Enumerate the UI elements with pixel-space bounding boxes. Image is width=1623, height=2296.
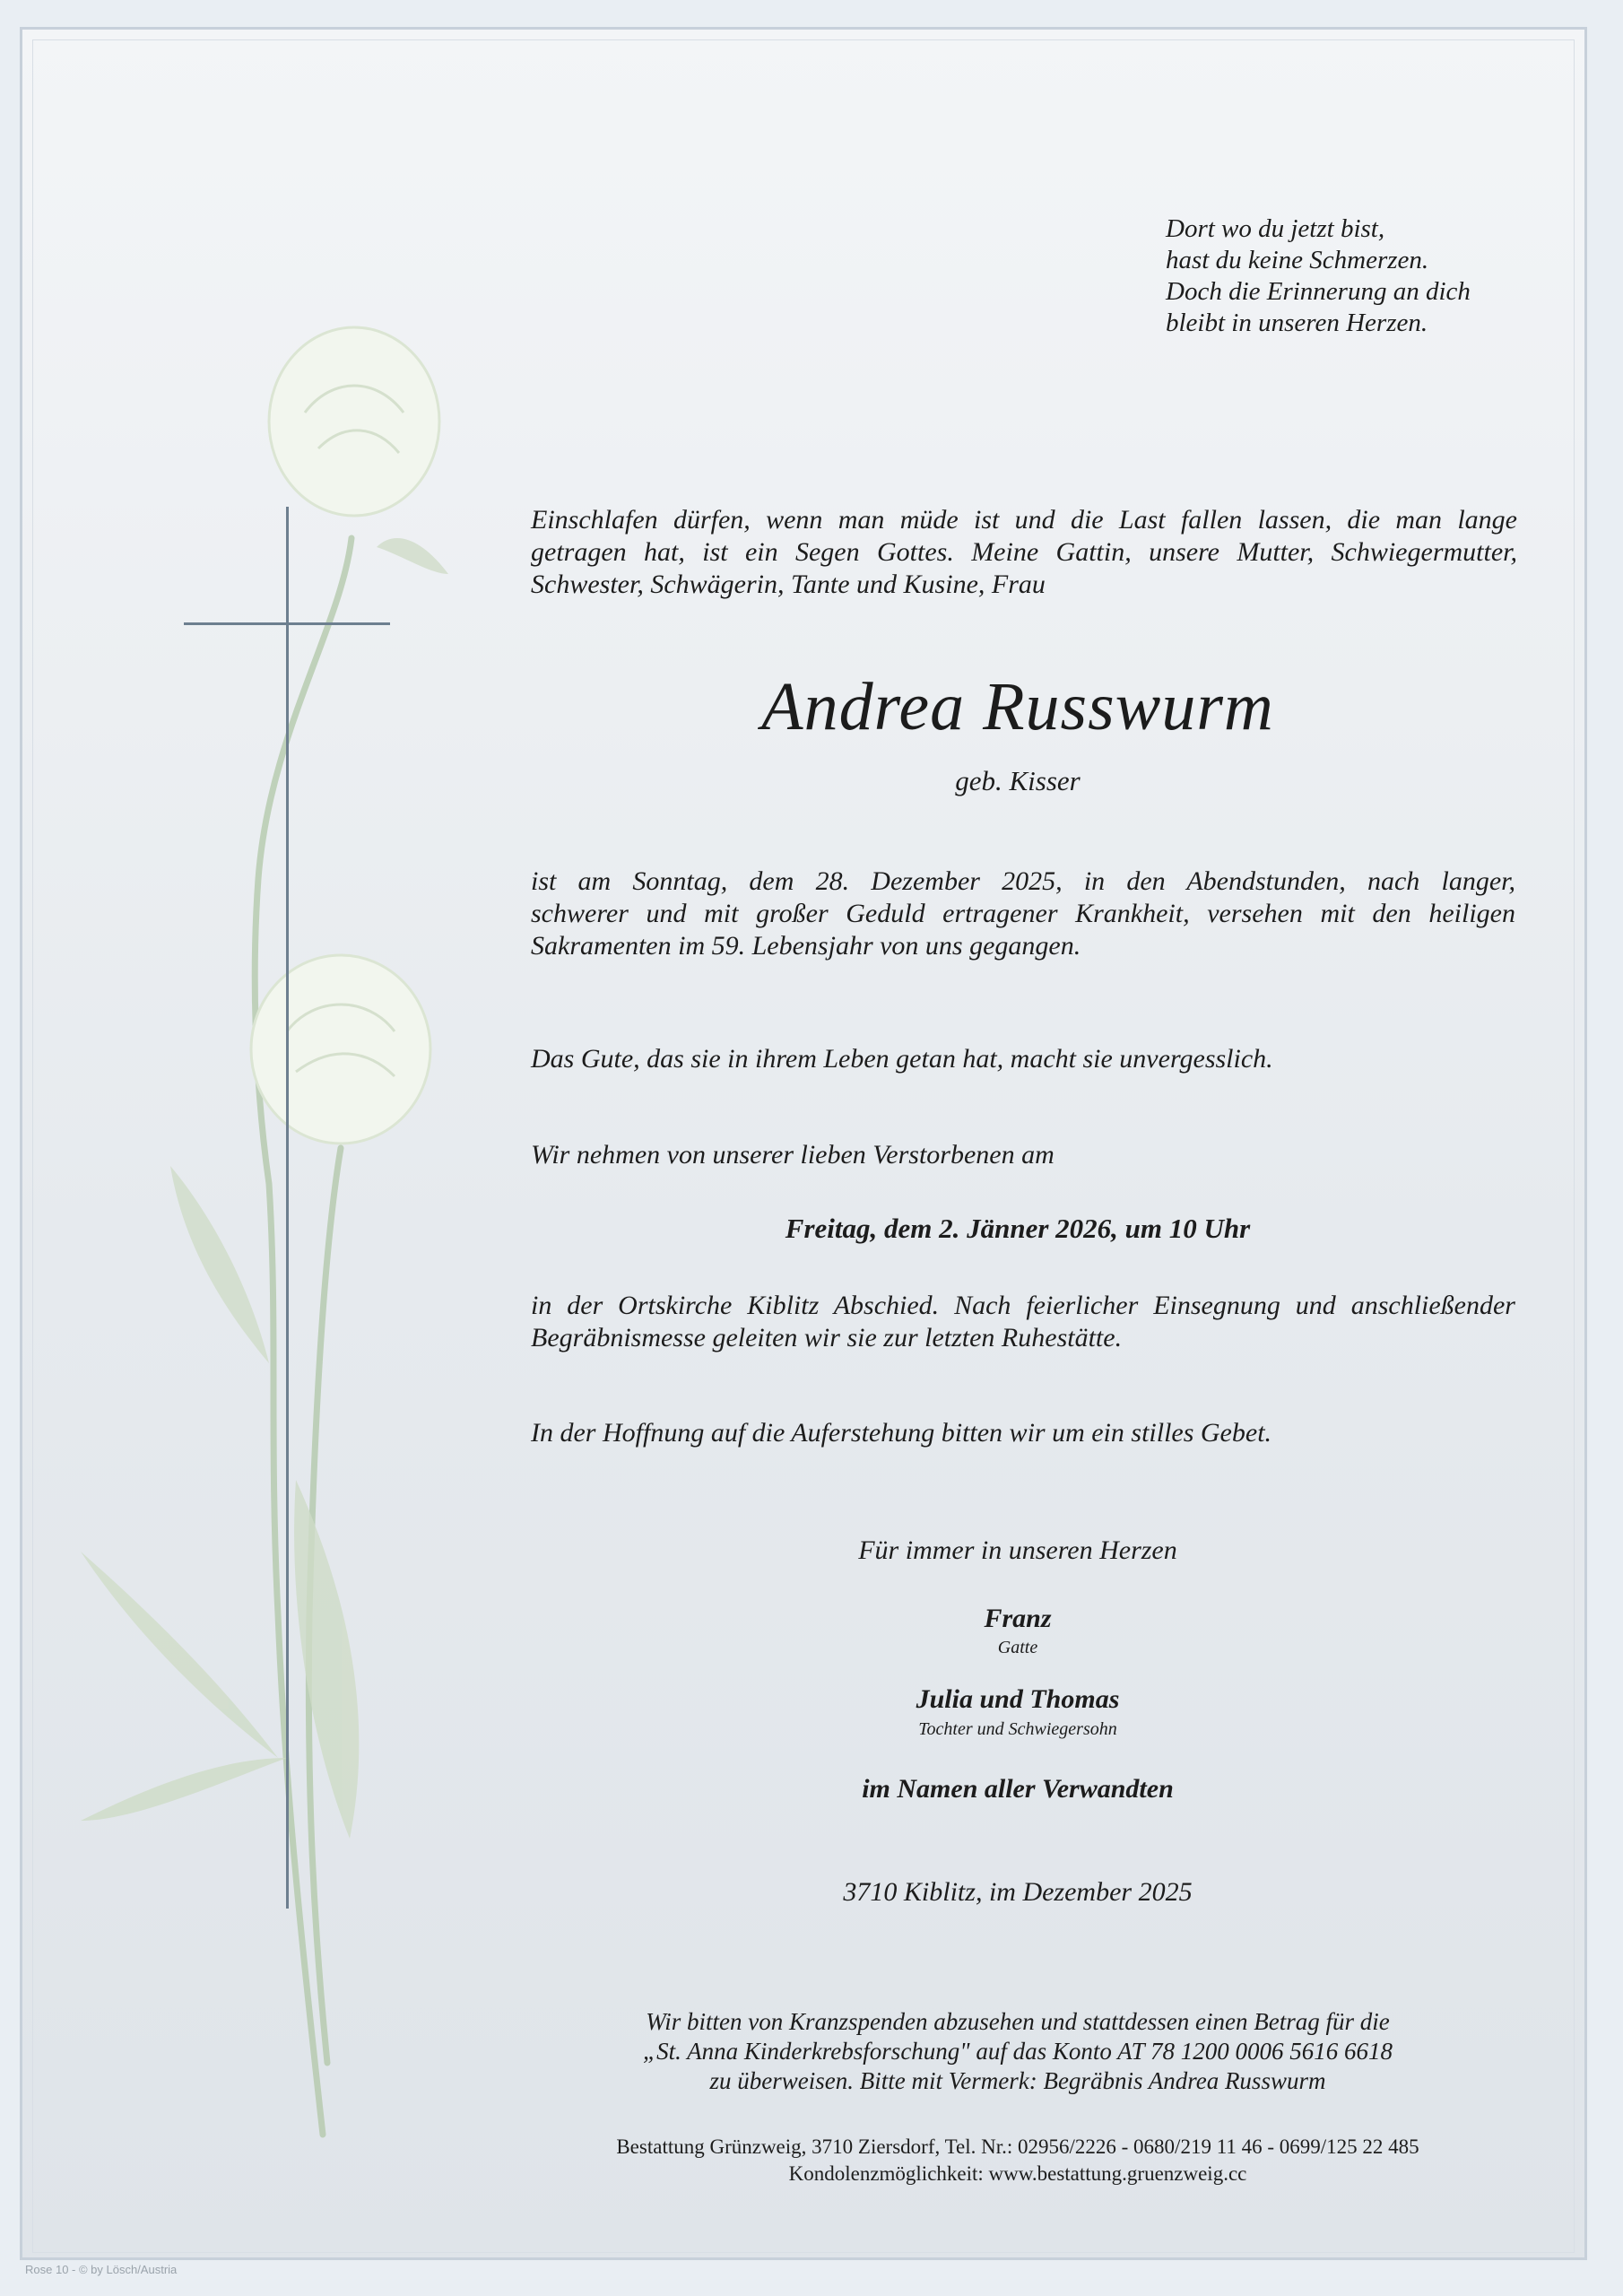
condolence-info: Kondolenzmöglichkeit: www.bestattung.gruenzweig.cc (788, 2162, 1247, 2185)
relatives-text: im Namen aller Verwandten (862, 1774, 1174, 1804)
image-credit: Rose 10 - © by Lösch/Austria (25, 2263, 178, 2276)
rose-stem-upper (255, 538, 352, 2135)
rose-bloom-upper (269, 327, 439, 516)
donation-line: „St. Anna Kinderkrebsforschung" auf das Konto AT 78 1200 0006 5616 6618 (643, 2038, 1393, 2065)
leaf-1 (294, 1480, 359, 1839)
poem-line: bleibt in unseren Herzen. (1166, 309, 1428, 337)
intro-line: Schwester, Schwägerin, Tante und Kusine, Frau (531, 570, 1046, 599)
donation-line: zu überweisen. Bitte mit Vermerk: Begräbnis Andrea Russwurm (709, 2067, 1326, 2094)
death-notice-line: ist am Sonntag, dem 28. Dezember 2025, in den Abendstunden, nach langer, (531, 866, 1515, 896)
mourner-name: Franz (984, 1604, 1052, 1633)
poem (1166, 213, 1471, 339)
intro-line: getragen hat, ist ein Segen Gottes. Meine Gattin, unsere Mutter, Schwiegermutter, (531, 537, 1517, 567)
leaf-4 (81, 1552, 278, 1758)
donation-line: Wir bitten von Kranzspenden abzusehen und stattdessen einen Betrag für die (646, 2008, 1390, 2035)
good-deeds-text: Das Gute, das sie in ihrem Leben getan hat, macht sie unvergesslich. (531, 1044, 1273, 1074)
birth-name: geb. Kisser (955, 765, 1081, 796)
deceased-name: Andrea Russwurm (761, 669, 1274, 744)
farewell-details-line: Begräbnismesse geleiten wir sie zur letzten Ruhestätte. (531, 1323, 1123, 1352)
death-notice-line: schwerer und mit großer Geduld ertragener Krankheit, versehen mit den heiligen (531, 899, 1515, 928)
place-date: 3710 Kiblitz, im Dezember 2025 (843, 1877, 1193, 1907)
mourner-name: Julia und Thomas (916, 1684, 1120, 1714)
leaf-5 (377, 538, 448, 574)
undertaker-info: Bestattung Grünzweig, 3710 Ziersdorf, Tel. Nr.: 02956/2226 - 0680/219 11 46 - 0699/125 22 485 (616, 2135, 1419, 2158)
death-notice (531, 865, 1515, 962)
intro-line: Einschlafen dürfen, wenn man müde ist und die Last fallen lassen, die man lange (531, 505, 1517, 535)
leaf-2 (81, 1758, 287, 1821)
forever-text: Für immer in unseren Herzen (858, 1535, 1177, 1565)
leaf-3 (170, 1166, 269, 1363)
poem-line: hast du keine Schmerzen. (1166, 246, 1429, 274)
mourner-relation: Tochter und Schwiegersohn (918, 1719, 1117, 1739)
intro-paragraph (531, 504, 1517, 601)
rose-bloom-lower (251, 955, 430, 1144)
cross-horizontal-bar (184, 622, 390, 625)
donation-request (502, 2007, 1533, 2096)
poem-line: Dort wo du jetzt bist, (1166, 214, 1385, 243)
mourner-relation: Gatte (997, 1638, 1038, 1657)
farewell-details (531, 1290, 1515, 1354)
death-notice-line: Sakramenten im 59. Lebensjahr von uns gegangen. (531, 931, 1081, 961)
farewell-intro: Wir nehmen von unserer lieben Verstorbenen am (531, 1140, 1055, 1170)
farewell-details-line: in der Ortskirche Kiblitz Abschied. Nach feierlicher Einsegnung und anschließender (531, 1291, 1515, 1320)
poem-line: Doch die Erinnerung an dich (1166, 277, 1471, 306)
funeral-date: Freitag, dem 2. Jänner 2026, um 10 Uhr (785, 1213, 1251, 1244)
prayer-text: In der Hoffnung auf die Auferstehung bitten wir um ein stilles Gebet. (531, 1418, 1272, 1448)
cross-vertical-bar (286, 507, 289, 1909)
